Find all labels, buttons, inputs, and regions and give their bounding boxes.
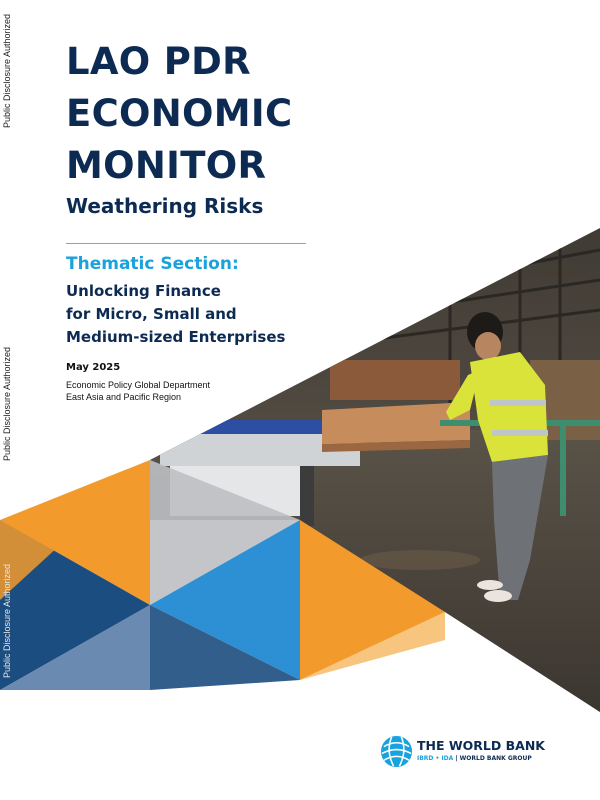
title-line: MONITOR <box>66 144 267 187</box>
department-info <box>66 379 210 403</box>
department-name: Economic Policy Global Department <box>66 380 211 390</box>
title-line: ECONOMIC <box>66 92 293 135</box>
thematic-section-title <box>66 280 285 349</box>
region-name: East Asia and Pacific Region <box>66 392 182 402</box>
report-subtitle: Weathering Risks <box>66 194 264 218</box>
logo-subtitle: IBRD • IDA | WORLD BANK GROUP <box>417 755 532 762</box>
disclosure-label-top: Public Disclosure Authorized <box>2 13 12 128</box>
world-bank-logo <box>380 735 580 769</box>
globe-icon <box>380 735 413 768</box>
thematic-title-line: Unlocking Finance <box>66 282 221 300</box>
report-title <box>66 36 292 192</box>
divider <box>66 243 306 244</box>
thematic-section-label: Thematic Section: <box>66 254 239 274</box>
publication-date: May 2025 <box>66 362 121 373</box>
thematic-title-line: for Micro, Small and <box>66 305 237 323</box>
disclosure-label-middle: Public Disclosure Authorized <box>2 346 12 461</box>
logo-name: THE WORLD BANK <box>417 738 545 753</box>
disclosure-label-bottom: Public Disclosure Authorized <box>2 563 12 678</box>
thematic-title-line: Medium-sized Enterprises <box>66 328 286 346</box>
title-line: LAO PDR <box>66 40 251 83</box>
